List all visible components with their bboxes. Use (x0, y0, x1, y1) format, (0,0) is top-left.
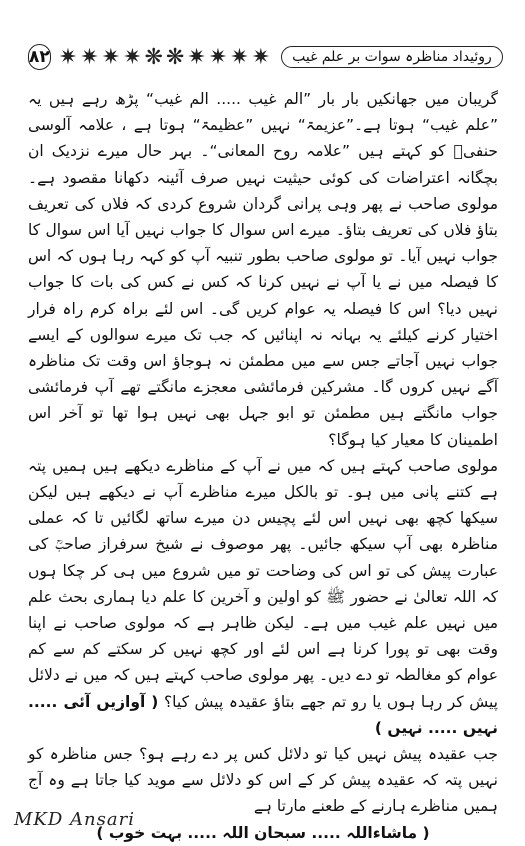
audience-response: ( آوازیں آئی ..... نہیں ..... نہیں ) (28, 692, 498, 737)
signature-watermark: MKD Ansari (14, 809, 135, 830)
paragraph-2 (28, 453, 498, 741)
paragraph-1: گریبان میں جھانکیں بار بار ”الم غیب ..... الم غیب“ پڑھ رہے ہیں یہ ”علم غیب“ ہوتا ہے۔”عزیمۃ“ نہیں ”عظیمۃ“ ہوتا ہے ، علامہ آلوسی حنفیؒ کو کہتے ہیں ”علامہ روح المعانی“۔ بہر حال میرے نزدیک ان بچگانہ اعتراضات کی کوئی حیثیت نہیں صرف آئینہ دکھانا مقصود ہے۔ مولوی صاحب نے پھر وہی پرانی گردان شروع کردی کہ فلاں کی تعریف بتاؤ فلاں کی تعریف بتاؤ۔ میرے اس سوال کا جواب نہیں آیا اس سوال کا جواب نہیں آیا۔ تو مولوی صاحب بطور تنبیہ آپ کو کہہ رہا ہوں کہ اس کا فیصلہ میں نے یا آپ نے نہیں کرنا کہ کس نے کس کی بات کا جواب نہیں دیا؟ اس کا فیصلہ یہ عوام کریں گی۔ اس لئے براہ کرم راہ فرار اختیار کرنے کیلئے یہ بہانہ نہ اپنائیں کہ جب تک میرے سوالوں کے ایسے جواب نہیں آجاتے جس سے میں مطمئن نہ ہوجاؤ اس وقت تک مناظرہ آگے نہیں کروں گا۔ مشرکین فرمائشی معجزے مانگتے تھے آپ فرمائشی جواب مانگتے ہیں مطمئن تو ابو جہل بھی نہیں ہوا تھا تو آخر اس اطمینان کا معیار کیا ہوگا؟ (28, 90, 498, 449)
header-ornament: ✷✷✷✷❋❋✷✷✷✷ (58, 44, 274, 70)
page-number: ۸۲ (28, 44, 51, 70)
paragraph-3: جب عقیدہ پیش نہیں کیا تو دلائل کس پر دے رہے ہو؟ جس مناظرہ کو نہیں پتہ کہ عقیدہ پیش کر کے اس کو دلائل سے موید کیا جاتا ہے وہ آج ہمیں مناظرے ہارنے کے طعنے مارتا ہے (28, 745, 498, 816)
page-body (28, 86, 498, 846)
closing-acclaim: ( ماشاءاللہ ..... سبحان اللہ ..... بہت خوب ) (96, 823, 430, 842)
paragraph-2-text: مولوی صاحب کہتے ہیں کہ میں نے آپ کے مناظرے دیکھے ہیں ہمیں پتہ ہے کتنے پانی میں ہو۔ تو بالکل میرے مناظرے آپ نے دیکھے ہیں لیکن سیکھا کچھ بھی نہیں اس لئے پچیس دن میرے ساتھ لگائیں تا کہ عملی مناظرہ بھی آپ سیکھ جائیں۔ پھر موصوف نے شیخ سرفراز صاحبؒ کی عبارت پیش کی تو اس کی وضاحت تو میں شروع میں ہی کر چکا ہوں کہ اللہ تعالیٰ نے حضور ﷺ کو اولین و آخرین کا علم دیا ہماری بحث علم میں نہیں علم غیب میں ہے۔ لیکن ظاہر ہے کہ مولوی صاحب نے اپنا وقت بھی تو پورا کرنا ہے اس لئے اور کچھ نہیں کر سکتے کم سے کم عوام کو مغالطہ تو دے دیں۔ پھر مولوی صاحب کہتے ہیں کہ میں نے دلائل پیش کر رہا ہوں یا رو تم جھے بتاؤ عقیدہ پیش کیا؟ (28, 456, 498, 711)
page-header (28, 40, 498, 74)
running-title: روئیداد مناظرہ سوات بر علم غیب (281, 46, 503, 68)
